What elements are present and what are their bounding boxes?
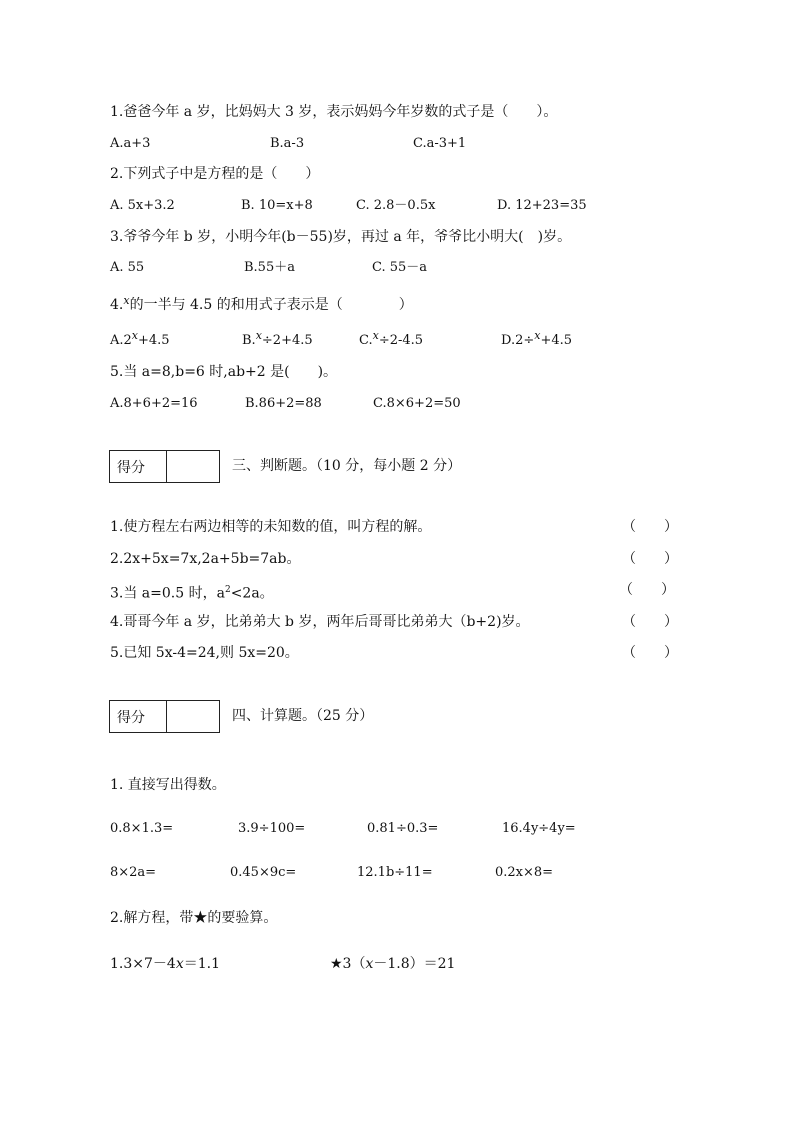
judge-item-5: 5.已知 5x-4=24,则 5x=20。 (110, 645, 299, 661)
score-blank (167, 451, 219, 482)
calc-part-2-title: 2.解方程，带★的要验算。 (110, 910, 278, 926)
score-label: 得分 (110, 701, 167, 732)
question-4: 4.$^x$的一半与 4.5 的和用式子表示是（ ） (110, 294, 413, 313)
score-label: 得分 (110, 451, 167, 482)
calc-item: 16.4y÷4y= (502, 821, 576, 836)
score-blank (167, 701, 219, 732)
q4-option-d: D.2÷$^x$+4.5 (501, 329, 573, 348)
question-1: 1.爸爸今年 a 岁，比妈妈大 3 岁，表示妈妈今年岁数的式子是（ ）。 (110, 104, 558, 120)
q4-option-b: B.$^x$÷2+4.5 (242, 329, 313, 348)
q4-option-a: $A.2^x+4.5$ (110, 329, 170, 348)
q2-option-d: D. 12+23=35 (497, 198, 587, 213)
calc-item: 0.2x×8= (495, 865, 554, 880)
judge-item-3-answer: （ ） (619, 582, 675, 598)
q1-option-b: B.a-3 (270, 136, 305, 151)
judge-item-5-answer: （ ） (622, 645, 678, 661)
section-4-title: 四、计算题。（25 分） (232, 708, 374, 724)
section-3-title: 三、判断题。（10 分，每小题 2 分） (232, 458, 462, 474)
calc-item: 8×2a= (110, 865, 157, 880)
judge-item-2: 2.2x+5x=7x,2a+5b=7ab。 (110, 551, 301, 567)
q3-option-c: C. 55－a (372, 260, 428, 275)
equation-1: 1.3×7－4x＝1.1 (110, 956, 220, 972)
judge-item-3: 3.当 a=0.5 时，$a^2<2a$。 (110, 585, 274, 602)
judge-item-4: 4.哥哥今年 a 岁，比弟弟大 b 岁，两年后哥哥比弟弟大（b+2)岁。 (110, 614, 530, 630)
calc-item: 12.1b÷11= (357, 865, 433, 880)
judge-item-1-answer: （ ） (622, 519, 678, 535)
calc-item: 3.9÷100= (238, 821, 306, 836)
q3-option-a: A. 55 (110, 260, 145, 275)
score-box-section-4 (109, 700, 220, 733)
q5-option-b: B.86+2=88 (245, 396, 322, 411)
judge-item-4-answer: （ ） (622, 614, 678, 630)
q1-option-c: C.a-3+1 (413, 136, 467, 151)
score-box-section-3 (109, 450, 220, 483)
question-2: 2.下列式子中是方程的是（ ） (110, 166, 320, 182)
q1-option-a: A.a+3 (110, 136, 151, 151)
question-5: 5.当 a=8,b=6 时,ab+2 是( )。 (110, 364, 338, 380)
calc-item: 0.45×9c= (230, 865, 297, 880)
equation-2-star: ★3（x－1.8）＝21 (330, 956, 456, 972)
judge-item-2-answer: （ ） (622, 551, 678, 567)
q2-option-c: C. 2.8－0.5x (356, 198, 436, 213)
q2-option-b: B. 10=x+8 (241, 198, 313, 213)
question-3: 3.爷爷今年 b 岁，小明今年(b－55)岁，再过 a 年，爷爷比小明大( )岁。 (110, 229, 572, 245)
q5-option-c: C.8×6+2=50 (373, 396, 461, 411)
calc-item: 0.8×1.3= (110, 821, 174, 836)
q5-option-a: A.8+6+2=16 (110, 396, 198, 411)
calc-item: 0.81÷0.3= (367, 821, 439, 836)
calc-part-1-title: 1. 直接写出得数。 (110, 777, 226, 793)
q2-option-a: A. 5x+3.2 (110, 198, 175, 213)
q3-option-b: B.55＋a (244, 260, 295, 275)
judge-item-1: 1.使方程左右两边相等的未知数的值，叫方程的解。 (110, 519, 432, 535)
q4-option-c: C.$^x$÷2-4.5 (359, 329, 424, 348)
